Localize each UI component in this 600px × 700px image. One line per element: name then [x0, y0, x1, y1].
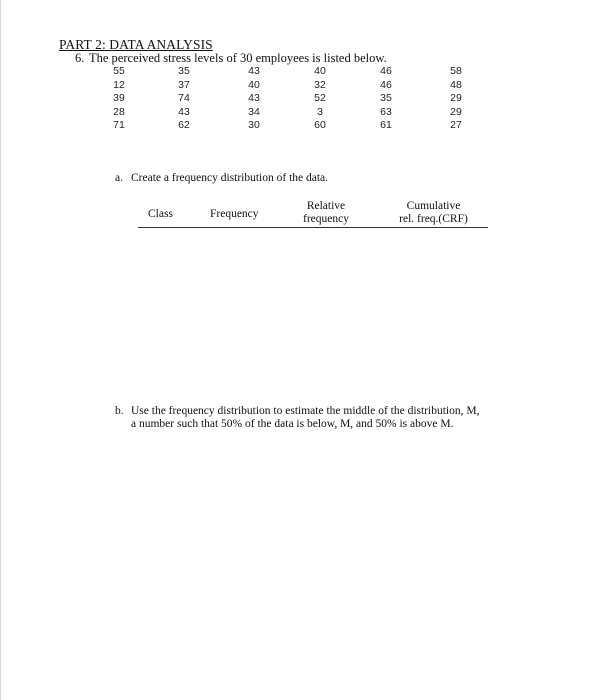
- data-row: [0, 79, 600, 93]
- part-b-prompt: [115, 405, 515, 430]
- header-class: Class: [148, 208, 173, 220]
- part-a-text: Create a frequency distribution of the data.: [131, 172, 329, 184]
- data-cell: 40: [248, 78, 260, 91]
- stress-data-grid: [0, 65, 600, 133]
- data-cell: 35: [178, 65, 190, 77]
- data-cell: 27: [450, 119, 462, 131]
- data-cell: 34: [248, 105, 260, 118]
- data-cell: 29: [450, 92, 462, 104]
- data-cell: 62: [178, 119, 190, 131]
- header-relative-line1: Relative: [306, 200, 346, 212]
- data-row: [0, 106, 600, 120]
- data-cell: 43: [248, 92, 260, 104]
- data-cell: 60: [314, 119, 326, 131]
- data-cell: 29: [450, 105, 462, 118]
- header-cumulative-line1: Cumulative: [406, 200, 461, 212]
- part-b-letter: b.: [115, 405, 124, 417]
- data-cell: 39: [113, 92, 125, 104]
- data-row: [0, 119, 600, 133]
- data-cell: 46: [380, 78, 392, 91]
- part-b-line2: a number such that 50% of the data is below, M, and 50% is above M.: [131, 417, 454, 430]
- data-cell: 71: [113, 119, 125, 131]
- question-text: The perceived stress levels of 30 employees is listed below.: [89, 51, 387, 65]
- data-cell: 40: [314, 65, 326, 77]
- data-cell: 74: [178, 92, 190, 104]
- data-cell: 30: [248, 119, 260, 131]
- question-number: 6.: [75, 51, 85, 65]
- data-row: [0, 92, 600, 106]
- data-cell: 12: [113, 78, 125, 91]
- data-cell: 3: [317, 105, 323, 118]
- data-cell: 61: [380, 119, 392, 131]
- header-relative-frequency: [296, 200, 356, 225]
- data-cell: 43: [248, 65, 260, 77]
- part-b-line1: Use the frequency distribution to estimate the middle of the distribution, M,: [131, 405, 480, 417]
- data-cell: 32: [314, 78, 326, 91]
- header-relative-line2: frequency: [303, 212, 349, 225]
- data-row: [0, 65, 600, 79]
- data-cell: 58: [450, 65, 462, 77]
- data-cell: 52: [314, 92, 326, 104]
- data-cell: 55: [113, 65, 125, 77]
- table-header-rule: [138, 227, 488, 228]
- data-cell: 63: [380, 105, 392, 118]
- part-title: PART 2: DATA ANALYSIS: [59, 37, 213, 52]
- header-cumulative-line2: rel. freq.(CRF): [399, 212, 468, 225]
- header-frequency: Frequency: [210, 208, 259, 220]
- data-cell: 37: [178, 78, 190, 91]
- data-cell: 43: [178, 105, 190, 118]
- question-6: [75, 51, 387, 66]
- data-cell: 46: [380, 65, 392, 77]
- data-cell: 28: [113, 105, 125, 118]
- data-cell: 35: [380, 92, 392, 104]
- part-a-prompt: [115, 172, 328, 184]
- data-cell: 48: [450, 78, 462, 91]
- part-a-letter: a.: [115, 172, 123, 184]
- header-cumulative: [386, 200, 481, 225]
